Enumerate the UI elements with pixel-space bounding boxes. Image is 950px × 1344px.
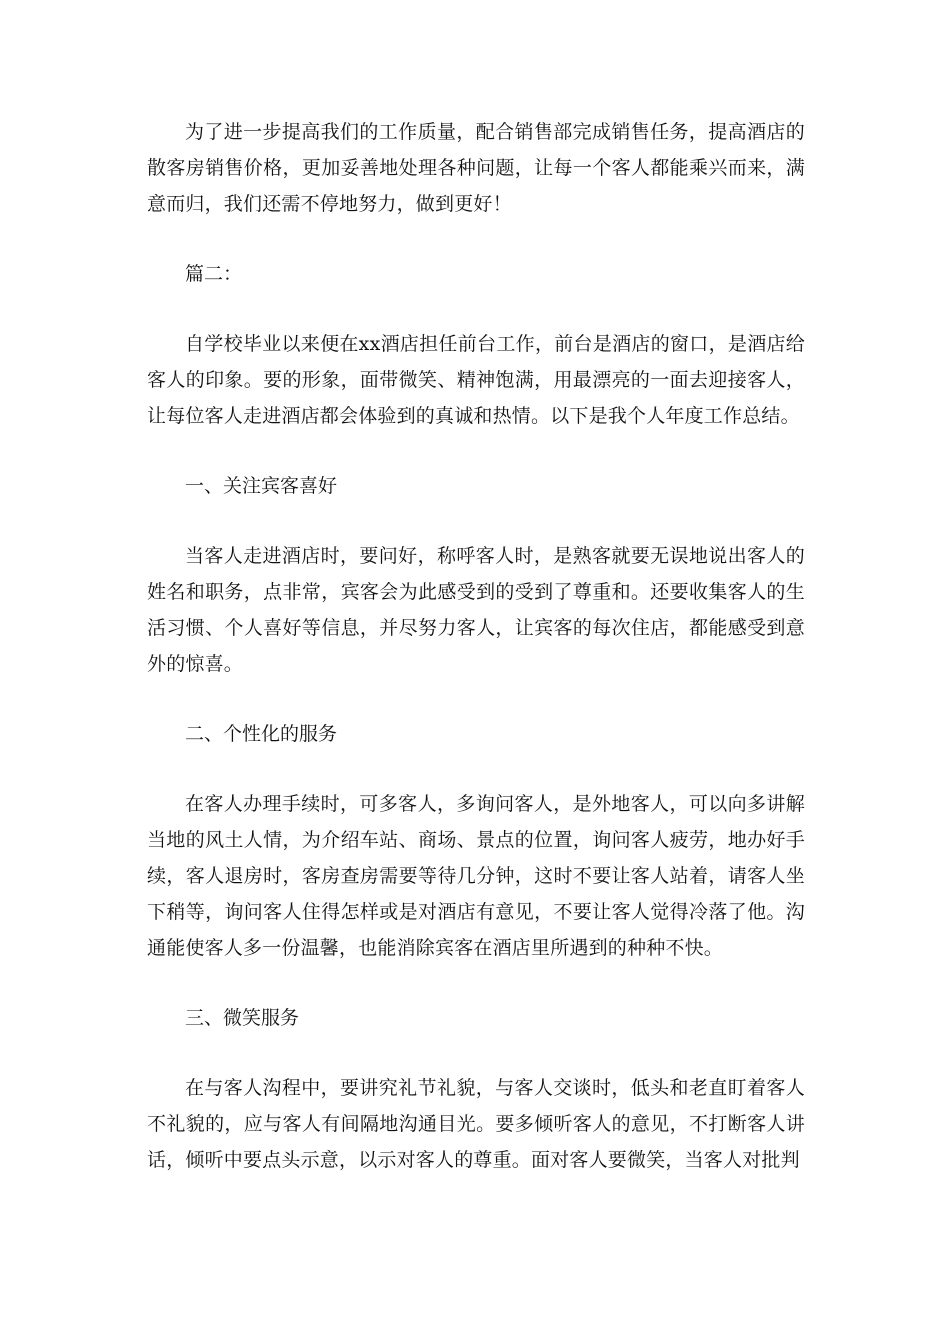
- section-heading-part-two: 篇二：: [185, 263, 243, 285]
- section-heading-personalized-service: 二、个性化的服务: [185, 723, 338, 745]
- paragraph-personalized-service: 在客人办理手续时，可多客人，多询问客人，是外地客人，可以向多讲解当地的风土人情，为介绍车站、商场、景点的位置，询问客人疲劳，地办好手续，客人退房时，客房查房需要等待几分钟，这时不要让客人站着，请客人坐下稍等，询问客人住得怎样或是对酒店有意见，不要让客人觉得冷落了他。沟通能使客人多一份温馨，也能消除宾客在酒店里所遇到的种种不快。: [147, 793, 805, 959]
- paragraph-intro: 为了进一步提高我们的工作质量，配合销售部完成销售任务，提高酒店的散客房销售价格，更加妥善地处理各种问题，让每一个客人都能乘兴而来，满意而归，我们还需不停地努力，做到更好！: [147, 121, 805, 215]
- section-heading-guest-preferences: 一、关注宾客喜好: [185, 475, 338, 497]
- paragraph-guest-preferences: 当客人走进酒店时，要问好，称呼客人时，是熟客就要无误地说出客人的姓名和职务，点非常，宾客会为此感受到的受到了尊重和。还要收集客人的生活习惯、个人喜好等信息，并尽努力客人，让宾客的每次住店，都能感受到意外的惊喜。: [147, 545, 805, 675]
- paragraph-smile-service: 在与客人沟程中，要讲究礼节礼貌，与客人交谈时，低头和老直盯着客人不礼貌的，应与客人有间隔地沟通目光。要多倾听客人的意见，不打断客人讲话，倾听中要点头示意，以示对客人的尊重。面对客人要微笑，当客人对批判: [147, 1077, 805, 1171]
- section-heading-smile-service: 三、微笑服务: [185, 1007, 300, 1029]
- paragraph-part-two-intro: 自学校毕业以来便在xx酒店担任前台工作，前台是酒店的窗口，是酒店给客人的印象。要的形象，面带微笑、精神饱满，用最漂亮的一面去迎接客人，让每位客人走进酒店都会体验到的真诚和热情。以下是我个人年度工作总结。: [147, 333, 805, 427]
- document-body: [147, 114, 805, 1178]
